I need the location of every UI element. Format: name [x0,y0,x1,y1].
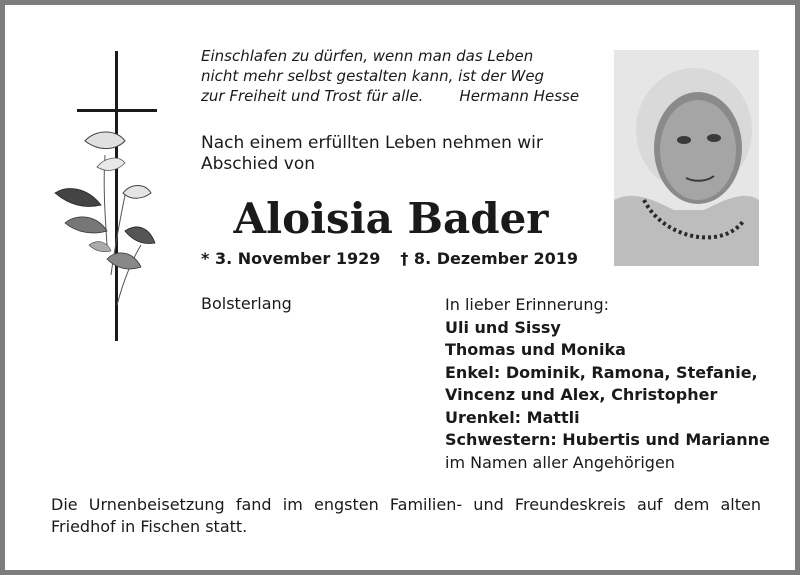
residence-place: Bolsterlang [201,294,292,313]
portrait-photo [614,50,759,266]
calla-lily-icon [45,45,175,345]
cross-with-lily [45,45,175,345]
mourner-line: Urenkel: Mattli [445,407,580,427]
intro-line: Nach einem erfüllten Leben nehmen wir [201,133,543,153]
mourner-line: Thomas und Monika [445,340,626,359]
deceased-name: Aloisia Bader [233,194,549,243]
mourner-line: Vincenz und Alex, Christopher [445,385,718,404]
portrait-image [614,50,759,266]
mourners-closing: im Namen aller Angehörigen [445,452,675,472]
quote-line: zur Freiheit und Trost für alle. [201,87,424,105]
burial-notice: Die Urnenbeisetzung fand im engsten Familien- und Freundeskreis auf dem alten Friedhof in Fischen statt. [51,495,761,536]
mourner-line: Enkel: Dominik, Ramona, Stefanie, [445,362,758,382]
quote-line: nicht mehr selbst gestalten kann, ist der Weg [201,67,545,85]
life-dates [201,249,578,268]
intro-line: Abschied von [201,154,316,174]
death-date: † 8. Dezember 2019 [400,249,578,268]
intro-text [201,133,543,175]
quote-author: Hermann Hesse [459,87,580,105]
mourners-list [445,294,770,474]
mourners-heading: In lieber Erinnerung: [445,295,610,314]
quote-line-with-author [201,86,579,106]
mourner-line: Schwestern: Hubertis und Marianne [445,430,770,449]
quote-line: Einschlafen zu dürfen, wenn man das Leben [201,47,534,65]
birth-date: * 3. November 1929 [201,249,381,268]
memorial-quote [201,46,579,106]
mourner-line: Uli und Sissy [445,317,561,337]
